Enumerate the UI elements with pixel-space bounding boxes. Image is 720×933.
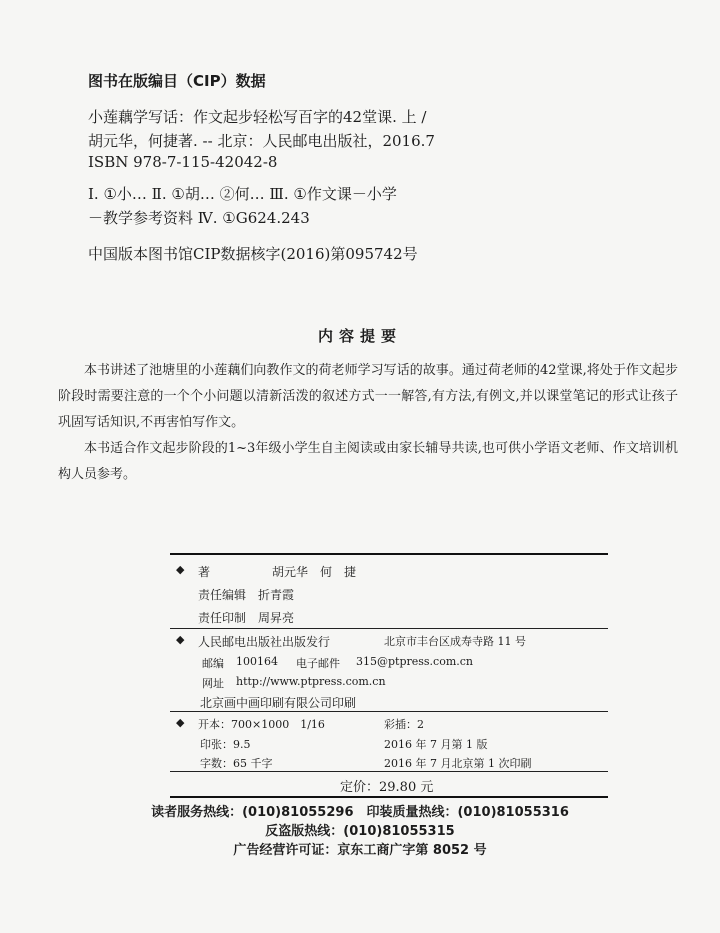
email-value: 315@ptpress.com.cn (356, 655, 474, 668)
info-divider-2 (170, 711, 608, 712)
print-house: 北京画中画印刷有限公司印刷 (200, 696, 357, 710)
price: 定价：29.80 元 (340, 780, 434, 795)
info-top-rule (170, 553, 608, 555)
postcode-value: 100164 (236, 655, 278, 668)
info-bottom-rule (170, 771, 608, 772)
cip-number-line: 中国版本图书馆CIP数据核字(2016)第095742号 (88, 245, 418, 263)
publisher-name: 人民邮电出版社出版发行 (198, 635, 331, 649)
summary-paragraph-1: 本书讲述了池塘里的小莲藕们向教作文的荷老师学习写话的故事。通过荷老师的42堂课,将处于作文起步阶段时需要注意的一个个小问题以清新活泼的叙述方式一一解答,有方法,有例文,并以课堂笔记的形式让孩子巩固写话知识,不再害怕写作文。 (58, 363, 678, 430)
editor-label: 责任编辑 (198, 588, 247, 602)
cip-author-line: 胡元华，何捷著. -- 北京：人民邮电出版社，2016.7 (88, 132, 435, 150)
cip-class-line-2: －教学参考资料 Ⅳ. ①G624.243 (88, 209, 310, 227)
edition-spec: 2016 年 7 月第 1 版 (384, 738, 488, 751)
postcode-label: 邮编 (202, 657, 224, 670)
cip-title-line: 小莲藕学写话：作文起步轻松写百字的42堂课. 上 / (88, 108, 427, 126)
printer-value: 周昇亮 (258, 611, 295, 625)
ad-license: 广告经营许可证：京东工商广字第 8052 号 (233, 843, 487, 858)
color-pages-spec: 彩插：2 (384, 718, 424, 731)
price-bottom-rule (170, 796, 608, 798)
bullet-icon: ◆ (176, 716, 185, 729)
author-value: 胡元华 何 捷 (272, 565, 357, 579)
printer-label: 责任印制 (198, 611, 247, 625)
format-spec: 开本：700×1000 1/16 (198, 718, 325, 731)
sheets-spec: 印张：9.5 (200, 738, 251, 751)
service-hotlines: 读者服务热线：(010)81055296 印装质量热线：(010)81055316 (151, 805, 569, 820)
editor-value: 折青霞 (258, 588, 295, 602)
cip-class-line: Ⅰ. ①小… Ⅱ. ①胡… ②何… Ⅲ. ①作文课－小学 (88, 185, 397, 203)
website-value: http://www.ptpress.com.cn (236, 675, 386, 688)
cip-heading: 图书在版编目（CIP）数据 (88, 72, 266, 90)
summary-paragraph-2: 本书适合作文起步阶段的1~3年级小学生自主阅读或由家长辅导共读,也可供小学语文老师、作文培训机构人员参考。 (58, 441, 678, 482)
bullet-icon: ◆ (176, 563, 185, 576)
bullet-icon: ◆ (176, 633, 185, 646)
summary-title: 内容提要 (317, 327, 402, 345)
email-label: 电子邮件 (296, 657, 340, 670)
info-divider-1 (170, 628, 608, 629)
author-label: 著 (198, 565, 211, 579)
publisher-address: 北京市丰台区成寿寺路 11 号 (384, 635, 526, 648)
website-label: 网址 (202, 677, 224, 690)
cip-isbn-line: ISBN 978-7-115-42042-8 (88, 153, 278, 171)
words-spec: 字数：65 千字 (200, 757, 273, 770)
printing-spec: 2016 年 7 月北京第 1 次印刷 (384, 757, 532, 770)
antipiracy-hotline: 反盗版热线：(010)81055315 (265, 824, 455, 839)
